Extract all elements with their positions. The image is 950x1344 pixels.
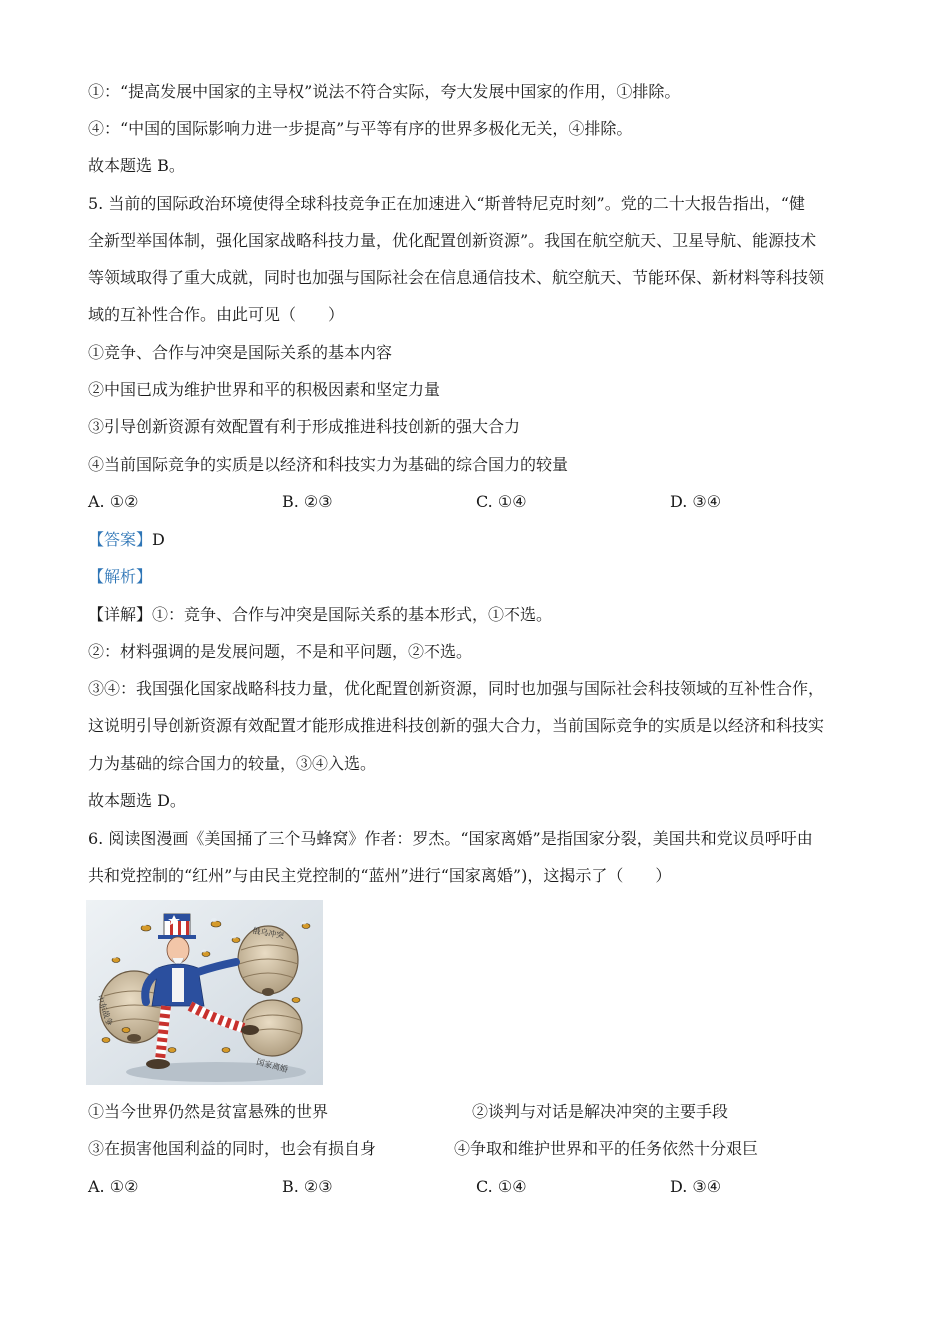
- answer-tag: 【答案】: [88, 530, 153, 549]
- q5-detail-line-3: ③④：我国强化国家战略科技力量，优化配置创新资源，同时也加强与国际社会科技领域的互补性合作，: [88, 679, 825, 698]
- q5-statement-4: ④当前国际竞争的实质是以经济和科技实力为基础的综合国力的较量: [88, 455, 569, 474]
- q5-stem-line-3: 等领域取得了重大成就，同时也加强与国际社会在信息通信技术、航空航天、节能环保、新材料等科技领: [88, 268, 825, 287]
- q6-option-d: D. ③④: [670, 1177, 722, 1196]
- q5-statement-1: ①竞争、合作与冲突是国际关系的基本内容: [88, 343, 393, 362]
- uncle-sam-hornets-cartoon: [86, 900, 323, 1085]
- q6-option-b: B. ②③: [282, 1177, 333, 1196]
- q5-answer-line: [88, 529, 165, 551]
- q5-option-b: B. ②③: [282, 492, 333, 511]
- q6-option-c: C. ①④: [476, 1177, 527, 1196]
- answer-value: D: [152, 530, 165, 549]
- q5-statement-3: ③引导创新资源有效配置有利于形成推进科技创新的强大合力: [88, 417, 521, 436]
- label-national-divorce: 国家离婚: [255, 1057, 289, 1075]
- q5-statement-2: ②中国已成为维护世界和平的积极因素和坚定力量: [88, 380, 441, 399]
- q5-option-d: D. ③④: [670, 492, 722, 511]
- q5-detail-line-4: 这说明引导创新资源有效配置才能形成推进科技创新的强大合力，当前国际竞争的实质是以经济和科技实: [88, 716, 825, 735]
- q6-statement-3: ③在损害他国利益的同时，也会有损自身: [88, 1139, 377, 1158]
- q5-option-a: A. ①②: [88, 492, 139, 511]
- q6-stem-line-2: 共和党控制的“红州”与由民主党控制的“蓝州”进行“国家离婚”)，这揭示了（ ）: [88, 866, 672, 885]
- q6-statement-4: ④争取和维护世界和平的任务依然十分艰巨: [454, 1139, 759, 1158]
- prev-conclusion: 故本题选 B。: [88, 156, 185, 175]
- q5-detail-line-1: 【详解】①：竞争、合作与冲突是国际关系的基本形式，①不选。: [88, 605, 553, 624]
- prev-analysis-line-2: ④：“中国的国际影响力进一步提高”与平等有序的世界多极化无关，④排除。: [88, 119, 633, 138]
- q6-stem-line-1: 6. 阅读图漫画《美国捅了三个马蜂窝》作者：罗杰。“国家离婚”是指国家分裂，美国共和党议员呼吁由: [88, 829, 813, 848]
- q5-stem-line-4: 域的互补性合作。由此可见（ ）: [88, 305, 345, 324]
- q5-stem-line-1: 5. 当前的国际政治环境使得全球科技竞争正在加速进入“斯普特尼克时刻”。党的二十大报告指出，“健: [88, 194, 805, 213]
- q5-conclusion: 故本题选 D。: [88, 791, 186, 810]
- q6-statement-2: ②谈判与对话是解决冲突的主要手段: [472, 1102, 729, 1121]
- q5-option-c: C. ①④: [476, 492, 527, 511]
- q5-detail-line-5: 力为基础的综合国力的较量，③④入选。: [88, 754, 377, 773]
- q5-stem-line-2: 全新型举国体制，强化国家战略科技力量，优化配置创新资源”。我国在航空航天、卫星导航、能源技术: [88, 231, 817, 250]
- q6-statement-1: ①当今世界仍然是贫富悬殊的世界: [88, 1102, 329, 1121]
- prev-analysis-line-1: ①：“提高发展中国家的主导权”说法不符合实际，夸大发展中国家的作用，①排除。: [88, 82, 681, 101]
- analysis-tag: 【解析】: [88, 567, 153, 586]
- label-russia-ukraine: 俄乌冲突: [251, 926, 285, 941]
- q5-detail-line-2: ②：材料强调的是发展问题，不是和平问题，②不选。: [88, 642, 473, 661]
- label-middle-east-war: 中东战争: [94, 993, 115, 1027]
- q6-option-a: A. ①②: [88, 1177, 139, 1196]
